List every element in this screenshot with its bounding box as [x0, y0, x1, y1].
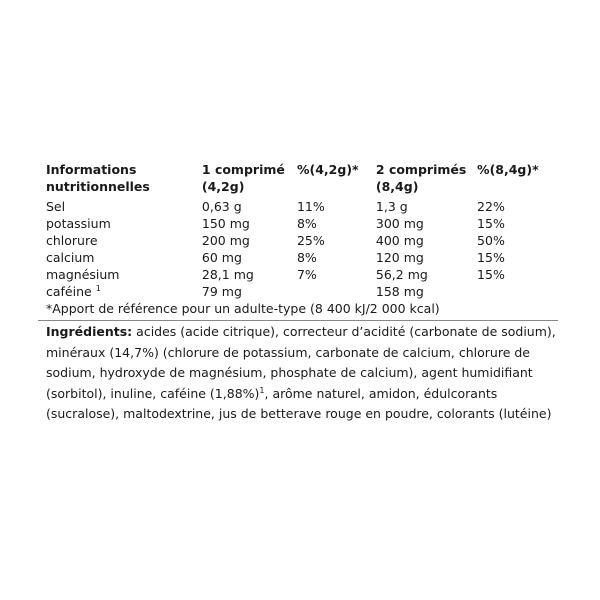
table-row — [38, 250, 558, 267]
ingredients-title: Ingrédients: — [46, 324, 133, 339]
header-one-tablet-percent: %(4,2g)* — [296, 162, 359, 177]
table-row — [38, 216, 558, 233]
table-row — [38, 284, 558, 301]
nutrition-table — [38, 160, 558, 318]
amount-two-tablets: 1,3 g — [375, 199, 408, 214]
nutrient-name: magnésium — [46, 267, 120, 282]
amount-one-tablet: 0,63 g — [201, 199, 242, 214]
percent-two-tablets: 15% — [477, 216, 505, 231]
reference-note-row — [38, 301, 558, 318]
nutrient-name: Sel — [46, 199, 66, 214]
ingredients-text-part2: , arôme naturel, amidon, édulcorants (sucralose), maltodextrine, jus de betterave rouge en poudre, colorants (lutéine) — [46, 385, 552, 421]
percent-two-tablets: 15% — [477, 267, 505, 282]
percent-one-tablet: 8% — [296, 250, 317, 265]
table-row — [38, 267, 558, 284]
percent-one-tablet: 11% — [296, 199, 325, 214]
footnote-mark: 1 — [259, 385, 265, 395]
reference-note: *Apport de référence pour un adulte-type (8 400 kJ/2 000 kcal) — [46, 301, 440, 316]
table-header-row — [38, 160, 558, 199]
header-two-tablets: 2 comprimés (8,4g) — [375, 162, 467, 194]
amount-one-tablet: 200 mg — [201, 233, 250, 248]
header-two-tablets-percent: %(8,4g)* — [477, 162, 539, 177]
amount-one-tablet: 28,1 mg — [201, 267, 254, 282]
nutrient-name: potassium — [46, 216, 111, 231]
percent-two-tablets: 15% — [477, 250, 505, 265]
percent-one-tablet: 8% — [296, 216, 317, 231]
caffeine-label: caféine — [46, 284, 92, 299]
header-nutrition-info: Informations nutritionnelles — [46, 162, 150, 194]
ingredients-block — [38, 321, 558, 425]
table-row — [38, 233, 558, 250]
nutrient-name: calcium — [46, 250, 95, 265]
percent-one-tablet: 25% — [296, 233, 325, 248]
nutrient-name: chlorure — [46, 233, 98, 248]
amount-two-tablets: 400 mg — [375, 233, 424, 248]
percent-one-tablet: 7% — [296, 267, 317, 282]
percent-two-tablets: 22% — [477, 199, 505, 214]
amount-one-tablet: 150 mg — [201, 216, 250, 231]
amount-two-tablets: 56,2 mg — [375, 267, 428, 282]
percent-two-tablets: 50% — [477, 233, 505, 248]
amount-two-tablets: 300 mg — [375, 216, 424, 231]
amount-two-tablets: 120 mg — [375, 250, 424, 265]
percent-two-tablets — [477, 284, 558, 301]
header-one-tablet: 1 comprimé (4,2g) — [201, 162, 285, 194]
amount-one-tablet: 60 mg — [201, 250, 242, 265]
percent-one-tablet — [297, 284, 376, 301]
nutrient-name-caffeine — [38, 284, 202, 301]
amount-two-tablets: 158 mg — [375, 284, 424, 299]
footnote-mark: 1 — [95, 283, 101, 293]
nutrition-label — [38, 160, 558, 425]
table-row — [38, 199, 558, 216]
amount-one-tablet: 79 mg — [201, 284, 242, 299]
ingredients-text-part1: acides (acide citrique), correcteur d’acidité (carbonate de sodium), minéraux (14,7%) (chlorure de potassium, carbonate de calcium, chlorure de sodium, hydroxyde de magnésium, phosphate de calcium), agent humidifiant (sorbitol), inuline, caféine (1,88%) — [46, 324, 556, 401]
